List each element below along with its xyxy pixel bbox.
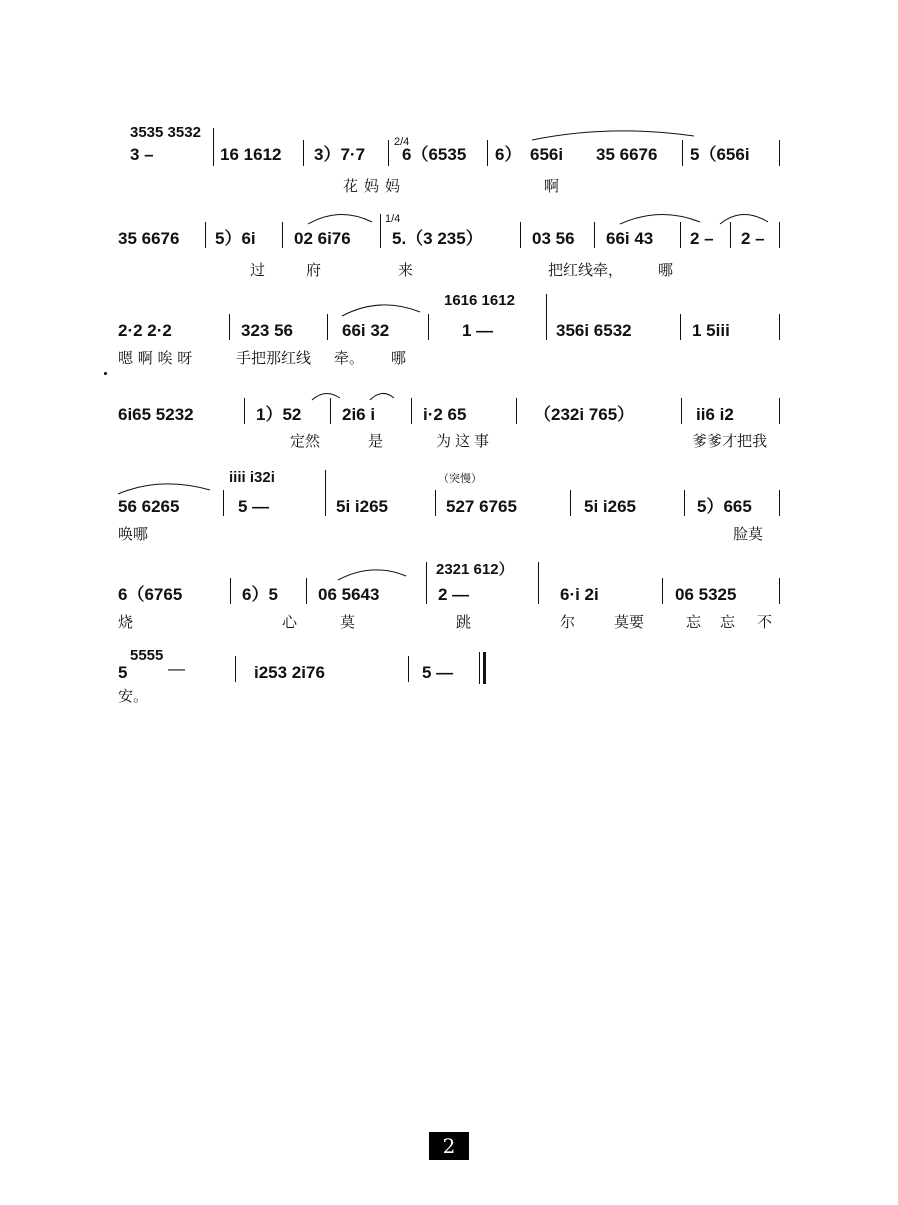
line-1-measure-5b: 656i <box>530 145 564 164</box>
line-5-measure-4: 527 6765 <box>446 497 517 516</box>
lyric: 为这事 <box>436 432 494 450</box>
line-4-measure-4: i·2 65 <box>423 405 467 424</box>
line-5-measure-2: 5 — <box>238 497 270 516</box>
lyric: 忘 <box>686 613 702 631</box>
grace-notes-line-5: iiii i32i <box>229 469 275 486</box>
line-1-measure-3: 3）7·7 <box>314 145 366 164</box>
line-3-measure-3: 66i 32 <box>342 321 390 340</box>
grace-notes-line-3: 1616 1612 <box>444 292 515 309</box>
lyric: 忘 <box>720 613 736 631</box>
line-3-measure-4: 1 — <box>462 321 494 340</box>
line-2-measure-3: 02 6i76 <box>294 229 351 248</box>
lyric: 莫 <box>340 613 356 631</box>
lyric: 府 <box>306 261 322 279</box>
page-number: 2 <box>429 1132 469 1160</box>
lyric: 哪 <box>658 261 674 279</box>
line-4-measure-1: 6i65 5232 <box>118 405 194 424</box>
lyric: 过 <box>250 261 266 279</box>
line-6-measure-3: 06 5643 <box>318 585 380 604</box>
line-3-measure-6: 1 5iii <box>692 321 730 340</box>
lyric: 爹爹才把我 <box>692 432 768 450</box>
line-2-measure-2: 5）6i <box>215 229 256 248</box>
line-7-measure-2: i253 2i76 <box>254 663 325 682</box>
lyric: 烧 <box>118 613 134 631</box>
lyric: 啊 <box>544 177 560 195</box>
grace-notes-line-1: 3535 3532 <box>130 124 201 141</box>
line-2-measure-5: 03 56 <box>532 229 575 248</box>
line-6-measure-5: 6·i 2i <box>560 585 599 604</box>
line-2-measure-4: 5.（3 235） <box>392 229 483 248</box>
lyric: 手把那红线 <box>236 349 312 367</box>
lyric: 跳 <box>456 613 472 631</box>
line-5-measure-5: 5i i265 <box>584 497 636 516</box>
lyric: 心 <box>282 613 298 631</box>
lyric: 是 <box>368 432 384 450</box>
lyric: 哪 <box>391 349 407 367</box>
lyric: 脸莫 <box>733 525 764 543</box>
line-3-measure-5: 356i 6532 <box>556 321 632 340</box>
line-1-measure-5: 6） <box>495 145 522 164</box>
lyric: 安。 <box>118 687 149 705</box>
line-7-measure-3: 5 — <box>422 663 454 682</box>
line-1-measure-7: 5（656i <box>690 145 750 164</box>
line-5-measure-3: 5i i265 <box>336 497 388 516</box>
line-1-measure-2: 16 1612 <box>220 145 282 164</box>
lyric: 定然 <box>290 432 321 450</box>
line-3-measure-1: 2·2 2·2 <box>118 321 172 340</box>
line-2-measure-1: 35 6676 <box>118 229 180 248</box>
lyric: 不 <box>757 613 773 631</box>
line-6-measure-6: 06 5325 <box>675 585 737 604</box>
line-5-measure-1: 56 6265 <box>118 497 180 516</box>
line-7-dash: — <box>168 659 185 678</box>
line-2-measure-6: 66i 43 <box>606 229 654 248</box>
line-3-measure-2: 323 56 <box>241 321 293 340</box>
lyric: 莫要 <box>614 613 645 631</box>
lyric: 花妈妈 <box>343 177 407 195</box>
line-7-measure-1: 5 <box>118 663 128 682</box>
time-signature: 2/4 <box>394 136 410 148</box>
line-1-measure-6: 35 6676 <box>596 145 658 164</box>
line-2-measure-7: 2 – <box>690 229 714 248</box>
line-2-measure-8: 2 – <box>741 229 765 248</box>
line-4-measure-6: ii6 i2 <box>696 405 734 424</box>
tempo-mark: （突慢） <box>438 473 482 485</box>
grace-notes-line-7: 5555 <box>130 647 164 664</box>
lyric: 尔 <box>560 613 576 631</box>
line-6-measure-1: 6（6765 <box>118 585 183 604</box>
line-4-measure-5: （232i 765） <box>534 405 635 424</box>
lyric: 牵。 <box>334 349 365 367</box>
line-4-measure-3: 2i6 i <box>342 405 376 424</box>
line-1-measure-1: 3 – <box>130 145 154 164</box>
lyric: 把红线牵， <box>548 261 624 279</box>
time-signature: 1/4 <box>385 213 401 225</box>
line-6-measure-4: 2 — <box>438 585 470 604</box>
lyric: 嗯 啊 唉 呀 <box>118 349 193 367</box>
lyric: 唤哪 <box>118 525 149 543</box>
line-6-measure-2: 6）5 <box>242 585 278 604</box>
line-1-measure-4: 6（6535 <box>402 145 467 164</box>
lyric: 来 <box>398 261 414 279</box>
line-4-measure-2: 1）52 <box>256 405 302 424</box>
grace-notes-line-6: 2321 612） <box>436 561 514 578</box>
line-5-measure-6: 5）665 <box>697 497 752 516</box>
